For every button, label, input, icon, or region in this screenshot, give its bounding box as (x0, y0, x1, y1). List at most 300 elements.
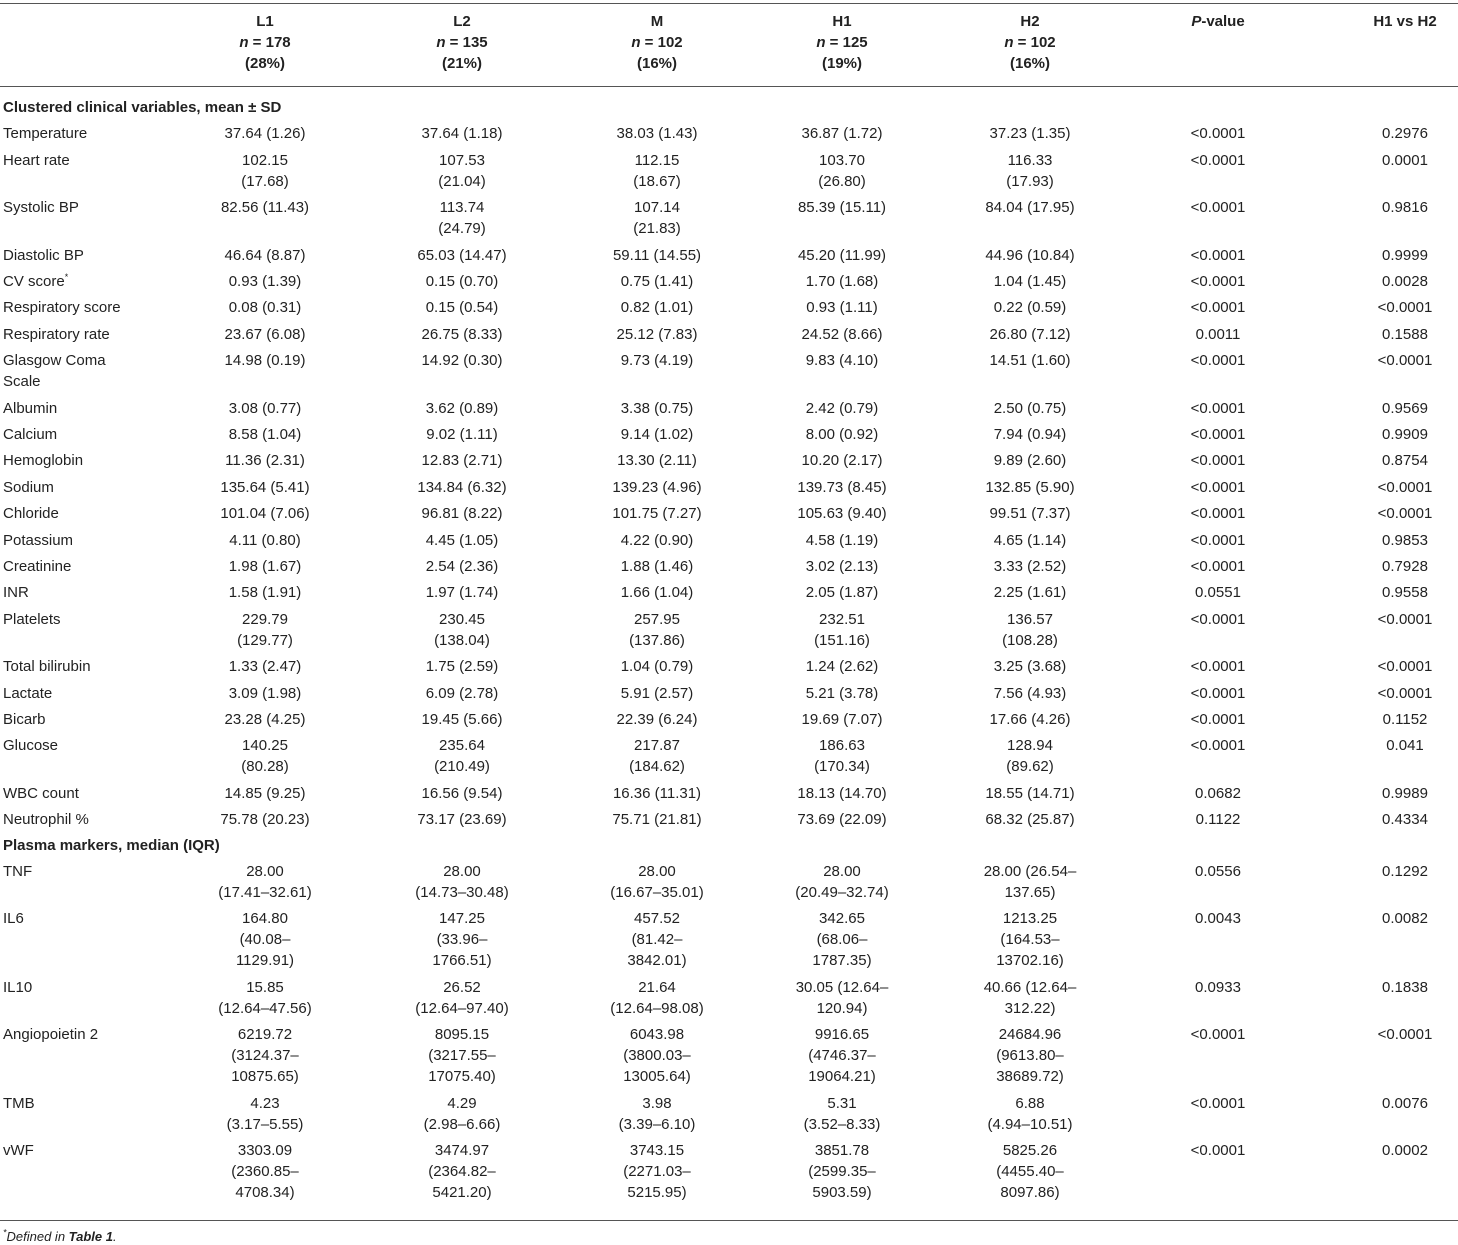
table-cell (562, 609, 752, 651)
row-label (3, 150, 70, 171)
table-cell (367, 350, 557, 371)
table-cell (1123, 582, 1313, 603)
cell-line: (4746.37– (808, 1047, 876, 1065)
cell-line: 136.57 (1007, 610, 1053, 628)
cell-line: 112.15 (634, 151, 680, 169)
cell-line: 3303.09 (237, 1142, 293, 1159)
cell-line: 4.11 (0.80) (229, 531, 301, 549)
cell-line: 22.39 (6.24) (616, 711, 698, 728)
cell-line: 19.69 (7.07) (801, 711, 883, 728)
table-cell (1310, 861, 1458, 882)
cell-line: (14.73–30.48) (415, 884, 509, 901)
table-cell (170, 297, 360, 318)
cell-line: <0.0001 (1190, 658, 1246, 676)
table-cell (367, 683, 557, 704)
table-cell (367, 709, 557, 730)
cell-line: 113.74 (439, 199, 485, 217)
row-label-line: Creatinine (3, 558, 72, 575)
cell-line: 5.31 (827, 1094, 857, 1112)
table-cell (935, 656, 1125, 677)
row-label (3, 656, 91, 677)
cell-line: 0.1588 (1382, 325, 1428, 343)
cell-line: 0.0082 (1382, 910, 1428, 928)
n-symbol: n (1004, 34, 1014, 51)
footnote-text: Defined in (6, 1229, 69, 1244)
cell-line: (3.17–5.55) (226, 1115, 304, 1133)
cell-line: 0.0002 (1382, 1142, 1428, 1159)
table-cell (170, 735, 360, 777)
cell-line: (3.52–8.33) (803, 1115, 881, 1133)
table-cell (367, 977, 557, 1019)
cell-line: (3124.37– (231, 1047, 299, 1065)
table-cell (170, 977, 360, 1019)
row-label (3, 556, 71, 577)
row-label-line: INR (3, 584, 29, 602)
row-label-line: Albumin (3, 399, 58, 417)
column-header-p-value (1123, 11, 1313, 32)
cell-line: <0.0001 (1190, 1026, 1246, 1044)
cell-line: <0.0001 (1190, 558, 1246, 575)
cell-line: 4708.34) (235, 1184, 295, 1201)
row-label (3, 503, 59, 524)
cell-line: (2.98–6.66) (423, 1115, 501, 1133)
cell-line: (16.67–35.01) (610, 884, 704, 901)
table-cell (747, 450, 937, 471)
table-cell (562, 809, 752, 830)
row-label-line: vWF (3, 1142, 34, 1159)
table-cell (170, 1024, 360, 1087)
cell-line: 8.58 (1.04) (228, 426, 302, 443)
table-cell (935, 123, 1125, 144)
table-cell (562, 530, 752, 551)
cell-line: 0.9558 (1382, 584, 1428, 602)
cell-line: 257.95 (634, 610, 680, 628)
table-cell (562, 556, 752, 577)
column-n (747, 32, 937, 53)
cell-line: 0.7928 (1382, 558, 1428, 575)
table-cell (747, 609, 937, 651)
table-cell (747, 977, 937, 1019)
cell-line: 45.20 (11.99) (797, 246, 887, 264)
cell-line: 3.25 (3.68) (993, 658, 1067, 676)
cell-line: 457.52 (634, 910, 680, 928)
table-cell (1123, 324, 1313, 345)
cell-line: 19064.21) (808, 1068, 876, 1086)
cell-line: 23.28 (4.25) (224, 711, 306, 728)
table-cell (747, 271, 937, 292)
cell-line: 0.0028 (1382, 273, 1428, 290)
table-cell (1310, 350, 1458, 371)
cell-line: 2.54 (2.36) (425, 558, 499, 575)
cell-line: 128.94 (1007, 737, 1053, 755)
column-header-l2 (367, 11, 557, 74)
row-label-line: Total bilirubin (3, 658, 91, 676)
table-cell (170, 424, 360, 445)
cell-line: 75.71 (21.81) (612, 811, 702, 829)
table-cell (1310, 656, 1458, 677)
table-cell (747, 424, 937, 445)
cell-line: 37.64 (1.26) (224, 125, 306, 143)
cell-line: 1.98 (1.67) (228, 558, 302, 575)
table-cell (1310, 783, 1458, 804)
cell-line: 101.75 (7.27) (612, 505, 702, 523)
table-cell (935, 1024, 1125, 1087)
cell-line: 82.56 (11.43) (220, 199, 310, 217)
row-label (3, 424, 57, 445)
table-cell (562, 123, 752, 144)
cell-line: 14.92 (0.30) (421, 352, 503, 370)
cell-line: 3842.01) (627, 952, 687, 970)
cell-line: 3743.15 (629, 1142, 685, 1159)
cell-line: (151.16) (814, 631, 870, 649)
row-label-line: Chloride (3, 505, 59, 523)
cell-line: (12.64–97.40) (415, 999, 509, 1017)
table-cell (367, 150, 557, 192)
table-cell (562, 503, 752, 524)
table-cell (935, 503, 1125, 524)
cell-line: (40.08– (239, 931, 291, 949)
row-label (3, 450, 83, 471)
table-cell (562, 424, 752, 445)
cell-line: <0.0001 (1190, 426, 1246, 443)
table-cell (562, 656, 752, 677)
table-cell (747, 123, 937, 144)
row-label (3, 530, 73, 551)
cell-line: <0.0001 (1190, 531, 1246, 549)
table-cell (935, 1093, 1125, 1135)
table-cell (935, 530, 1125, 551)
table-cell (562, 582, 752, 603)
table-cell (747, 683, 937, 704)
cell-line: (12.64–98.08) (610, 999, 704, 1017)
table-cell (367, 197, 557, 239)
cell-line: 230.45 (439, 610, 485, 628)
table-cell (1310, 977, 1458, 998)
cell-line: <0.0001 (1190, 273, 1246, 290)
table-cell (1123, 150, 1313, 171)
table-cell (747, 297, 937, 318)
table-cell (170, 556, 360, 577)
cell-line: <0.0001 (1377, 478, 1433, 496)
n-value: = 125 (825, 34, 868, 51)
footnote-symbol: * (3, 1227, 7, 1238)
table-cell (170, 350, 360, 371)
table-cell (935, 477, 1125, 498)
cell-line: <0.0001 (1190, 399, 1246, 417)
cell-line: 101.04 (7.06) (220, 505, 310, 523)
cell-line: 23.67 (6.08) (224, 325, 306, 343)
row-label-line: IL10 (3, 978, 33, 996)
cell-line: 5.21 (3.78) (805, 684, 879, 702)
column-pct: (16%) (636, 55, 677, 72)
cell-line: 65.03 (14.47) (417, 246, 507, 264)
cell-line: 10875.65) (231, 1068, 299, 1086)
cell-line: 85.39 (15.11) (797, 199, 887, 217)
row-label-line: Bicarb (3, 711, 46, 728)
cell-line: 3474.97 (434, 1142, 490, 1159)
cell-line: (17.68) (241, 172, 289, 190)
table-cell (367, 609, 557, 651)
cell-line: 0.0551 (1195, 584, 1241, 602)
cell-line: 5825.26 (1002, 1142, 1058, 1159)
cell-line: <0.0001 (1377, 658, 1433, 676)
row-label-line: Glasgow Coma (3, 352, 106, 370)
row-label (3, 683, 52, 704)
table-cell (935, 809, 1125, 830)
row-label (3, 197, 79, 218)
row-label-line: Respiratory rate (3, 325, 110, 343)
table-cell (747, 783, 937, 804)
table-cell (1123, 735, 1313, 756)
row-label (3, 709, 46, 730)
table-cell (1123, 123, 1313, 144)
table-cell (1123, 503, 1313, 524)
table-cell (747, 150, 937, 192)
cell-line: 73.69 (22.09) (797, 811, 887, 829)
table-cell (170, 609, 360, 651)
cell-line: 19.45 (5.66) (421, 711, 503, 728)
cell-line: 0.4334 (1382, 811, 1428, 829)
table-cell (747, 861, 937, 903)
table-cell (935, 609, 1125, 651)
cell-line: <0.0001 (1377, 684, 1433, 702)
cell-line: 0.1122 (1195, 811, 1241, 829)
table-cell (1123, 424, 1313, 445)
cell-line: 1.33 (2.47) (228, 658, 302, 676)
cell-line: 14.85 (9.25) (224, 784, 306, 802)
cell-line: 26.75 (8.33) (421, 325, 503, 343)
cell-line: (210.49) (434, 758, 490, 776)
cell-line: 2.25 (1.61) (993, 584, 1067, 602)
table-cell (170, 324, 360, 345)
cell-line: 0.1292 (1382, 863, 1428, 880)
table-cell (170, 450, 360, 471)
table-cell (1123, 350, 1313, 371)
table-cell (747, 245, 937, 266)
cell-line: 10.20 (2.17) (801, 452, 883, 470)
table-cell (367, 809, 557, 830)
table-cell (562, 1024, 752, 1087)
row-label (3, 1024, 98, 1045)
table-cell (935, 582, 1125, 603)
table-cell (1310, 450, 1458, 471)
cell-line: (17.93) (1006, 172, 1054, 190)
cell-line: 14.98 (0.19) (224, 352, 306, 370)
table-cell (170, 908, 360, 971)
table-cell (367, 1140, 557, 1203)
cell-line: 24.52 (8.66) (801, 325, 883, 343)
cell-line: (20.49–32.74) (795, 884, 889, 901)
cell-line: 3.02 (2.13) (805, 558, 879, 575)
cell-line: <0.0001 (1190, 610, 1246, 628)
cell-line: 217.87 (634, 737, 680, 755)
table-cell (562, 398, 752, 419)
cell-line: 147.25 (439, 910, 485, 928)
cell-line: (108.28) (1002, 631, 1058, 649)
table-cell (170, 783, 360, 804)
cell-line: 6219.72 (237, 1026, 293, 1044)
table-cell (747, 530, 937, 551)
cell-line: 0.0043 (1195, 910, 1241, 928)
table-cell (1123, 809, 1313, 830)
cell-line: 235.64 (439, 737, 485, 755)
n-symbol: n (436, 34, 446, 51)
table-cell (935, 424, 1125, 445)
cell-line: 103.70 (819, 151, 865, 169)
cell-line: 8.00 (0.92) (805, 426, 879, 443)
row-label (3, 477, 54, 498)
table-cell (935, 450, 1125, 471)
cell-line: (129.77) (237, 631, 293, 649)
table-cell (747, 324, 937, 345)
cell-line: 1.97 (1.74) (425, 584, 499, 602)
row-label-line: Lactate (3, 684, 53, 702)
footnote-ref: Table 1 (68, 1229, 113, 1244)
table-cell (562, 977, 752, 1019)
column-header-l1 (170, 11, 360, 74)
cell-line: 139.73 (8.45) (797, 478, 887, 496)
cell-line: 18.13 (14.70) (797, 784, 887, 802)
cell-line: 0.22 (0.59) (993, 299, 1067, 317)
table-cell (1310, 297, 1458, 318)
cell-line: 2.42 (0.79) (805, 399, 879, 417)
table-cell (1310, 809, 1458, 830)
cell-line: 1.88 (1.46) (620, 558, 694, 575)
footnote-end: . (113, 1229, 117, 1244)
table-cell (1123, 709, 1313, 730)
cell-line: <0.0001 (1190, 478, 1246, 496)
table-cell (562, 350, 752, 371)
table-cell (1310, 398, 1458, 419)
table-cell (1310, 197, 1458, 218)
table-cell (562, 709, 752, 730)
cell-line: 7.94 (0.94) (993, 426, 1067, 443)
cell-line: <0.0001 (1190, 352, 1246, 370)
cell-line: 0.9989 (1382, 784, 1428, 802)
cell-line: (68.06– (816, 931, 868, 949)
table-cell (367, 424, 557, 445)
cell-line: 4.58 (1.19) (805, 531, 879, 549)
cell-line: 0.0001 (1382, 151, 1428, 169)
row-label-line: Potassium (3, 531, 74, 549)
table-cell (935, 271, 1125, 292)
row-label-line: Respiratory score (3, 299, 121, 317)
table-cell (562, 1093, 752, 1135)
footnote (3, 1229, 117, 1245)
table-cell (1310, 271, 1458, 292)
table-cell (1123, 683, 1313, 704)
row-label (3, 398, 57, 419)
table-cell (170, 683, 360, 704)
table-cell (1310, 150, 1458, 171)
column-n (935, 32, 1125, 53)
cell-line: 1787.35) (812, 952, 872, 970)
cell-line: (24.79) (438, 220, 486, 238)
row-label (3, 908, 24, 929)
table-cell (1123, 197, 1313, 218)
cell-line: 1.04 (1.45) (993, 273, 1067, 290)
cell-line: 0.15 (0.54) (425, 299, 499, 317)
table-cell (935, 709, 1125, 730)
cell-line: <0.0001 (1190, 737, 1246, 755)
column-n (562, 32, 752, 53)
cell-line: 9.89 (2.60) (993, 452, 1067, 470)
row-label (3, 324, 110, 345)
cell-line: 30.05 (12.64– (795, 978, 889, 996)
cell-line: 13005.64) (623, 1068, 691, 1086)
table-cell (367, 477, 557, 498)
row-label-line: Glucose (3, 737, 59, 755)
table-cell (170, 656, 360, 677)
n-symbol: n (816, 34, 826, 51)
table-cell (562, 271, 752, 292)
cell-line: <0.0001 (1190, 1142, 1246, 1159)
cell-line: 0.9816 (1382, 199, 1428, 217)
table-cell (367, 1024, 557, 1087)
p-italic: P (1191, 13, 1202, 30)
table-cell (935, 324, 1125, 345)
cell-line: 15.85 (246, 978, 284, 996)
cell-line: (2271.03– (623, 1163, 691, 1180)
cell-line: 0.93 (1.39) (228, 273, 302, 290)
table-cell (367, 783, 557, 804)
cell-line: 9.14 (1.02) (620, 426, 694, 443)
row-label-line: CV score* (3, 272, 69, 290)
cell-line: 312.22) (1004, 999, 1056, 1017)
cell-line: 1766.51) (432, 952, 492, 970)
cell-line: 164.80 (242, 910, 288, 928)
table-cell (747, 197, 937, 218)
cell-line: 0.15 (0.70) (425, 273, 499, 290)
table-cell (747, 398, 937, 419)
cell-line: 0.93 (1.11) (806, 299, 878, 317)
n-value: = 102 (1013, 34, 1056, 51)
cell-line: (4.94–10.51) (987, 1115, 1073, 1133)
cell-line: 0.0933 (1195, 978, 1241, 996)
table-cell (1123, 861, 1313, 882)
table-cell (1310, 582, 1458, 603)
column-name: H1 (832, 13, 852, 30)
row-label (3, 350, 106, 392)
table-cell (1123, 398, 1313, 419)
table-cell (562, 324, 752, 345)
cell-line: 1129.91) (235, 952, 295, 970)
row-label (3, 977, 32, 998)
cell-line: 38689.72) (996, 1068, 1064, 1086)
table-cell (170, 245, 360, 266)
cell-line: 25.12 (7.83) (616, 325, 698, 343)
table-cell (367, 450, 557, 471)
cell-line: 102.15 (242, 151, 288, 169)
cell-line: 46.64 (8.87) (224, 246, 306, 264)
column-pct: (28%) (244, 55, 285, 72)
table-cell (935, 245, 1125, 266)
cell-line: 9.83 (4.10) (805, 352, 879, 370)
column-name: L1 (256, 13, 274, 30)
cell-line: 0.0682 (1195, 784, 1241, 802)
cell-line: 1.70 (1.68) (805, 273, 879, 290)
table-cell (1310, 908, 1458, 929)
cell-line: <0.0001 (1377, 352, 1433, 370)
table-cell (170, 1140, 360, 1203)
top-rule (0, 3, 1458, 4)
cell-line: 3.98 (642, 1094, 672, 1112)
cell-line: 116.33 (1007, 151, 1053, 169)
cell-line: 140.25 (242, 737, 288, 755)
table-cell (1310, 609, 1458, 630)
cell-line: 4.45 (1.05) (425, 531, 499, 549)
table-cell (562, 297, 752, 318)
